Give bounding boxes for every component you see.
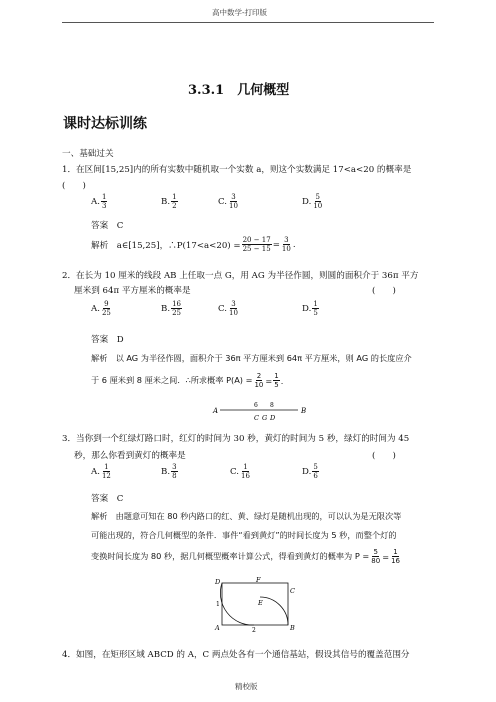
q2-answer: 答案 D <box>91 335 124 345</box>
header-title: 高中数学-打印版 <box>212 8 268 17</box>
q2-line2: 厘米到 64π 平方厘米的概率是 <box>74 286 191 296</box>
q1-option-d: D. $\frac{5}{10}$ <box>302 193 323 210</box>
rect-label-two: 2 <box>252 627 256 633</box>
q2-option-a: A. $\frac{9}{25}$ <box>91 300 111 317</box>
rect-label-d: D <box>215 578 221 586</box>
q3-analysis-line3: 变换时间长度为 80 秒，据几何概型概率计算公式，得看到黄灯的概率为 P = $\frac{5}{80}$ = $\frac{1}{16}$ <box>91 548 400 565</box>
rect-label-c: C <box>290 587 295 595</box>
q1-option-a: A. $\frac{1}{3}$ <box>91 193 107 210</box>
q3-line1: 3．当你到一个红绿灯路口时，红灯的时间为 30 秒，黄灯的时间为 5 秒，绿灯的时间为 45 <box>62 434 410 444</box>
q3-analysis-line1: 解析 由题意可知在 80 秒内路口的红、黄、绿灯是随机出现的，可以认为是无限次等 <box>91 511 402 521</box>
rect-label-b: B <box>290 624 295 632</box>
header-rule <box>62 22 434 23</box>
q3-option-d: D. $\frac{5}{6}$ <box>302 463 318 480</box>
rect-label-a: A <box>215 624 220 632</box>
q2-option-d: D. $\frac{1}{5}$ <box>302 300 318 317</box>
q3-option-c: C. $\frac{1}{16}$ <box>230 463 250 480</box>
q2-line1: 2．在长为 10 厘米的线段 AB 上任取一点 G，用 AG 为半径作圆，则圆的面积介于 36π 平方 <box>62 271 419 281</box>
q1-line1: 1．在区间[15,25]内的所有实数中随机取一个实数 a，则这个实数满足 17<a<20 的概率是 <box>62 165 412 175</box>
q4-line1: 4．如图，在矩形区域 ABCD 的 A，C 两点处各有一个通信基站，假设其信号的覆盖范围分 <box>62 650 410 660</box>
q2-label-d: D <box>270 414 276 422</box>
subtitle: 课时达标训练 <box>63 116 147 132</box>
q2-label-b: B <box>301 407 307 415</box>
q2-label-six: 6 <box>254 402 258 409</box>
q1-line2: ( ) <box>62 181 86 191</box>
q2-bracket: ( ) <box>372 286 396 296</box>
q2-analysis-line1: 解析 以 AG 为半径作圆，面积介于 36π 平方厘米到 64π 平方厘米，则 AG 的长度应介 <box>91 353 412 363</box>
q1-option-c: C. $\frac{3}{10}$ <box>218 193 238 210</box>
q2-label-a: A <box>213 407 219 415</box>
q2-label-g: G <box>262 414 268 422</box>
q3-answer: 答案 C <box>91 494 124 504</box>
q2-label-c: C <box>254 414 259 422</box>
rect-label-one: 1 <box>216 601 220 608</box>
q3-option-b: B. $\frac{3}{8}$ <box>161 463 177 480</box>
q1-answer: 答案 C <box>91 221 124 231</box>
q2-option-c: C. $\frac{3}{10}$ <box>218 300 238 317</box>
q2-label-eight: 8 <box>270 402 274 409</box>
q2-segment-diagram <box>212 398 312 424</box>
section-title: 3.3.1 几何概型 <box>188 83 290 98</box>
rect-label-f: F <box>256 576 261 584</box>
q3-option-a: A. $\frac{1}{12}$ <box>91 463 111 480</box>
rectangle-diagram <box>212 575 298 633</box>
q2-option-b: B. $\frac{16}{25}$ <box>161 300 181 317</box>
rect-label-e: E <box>258 599 263 607</box>
q1-option-b: B. $\frac{1}{2}$ <box>161 193 177 210</box>
q2-analysis-line2: 于 6 厘米到 8 厘米之间．∴所求概率 P(A) = $\frac{2}{10}$ = $\frac{1}{5}$ . <box>91 372 284 389</box>
q3-line2: 秒，那么你看到黄灯的概率是 <box>74 451 186 461</box>
part-label: 一、基础过关 <box>62 149 114 159</box>
footer-label: 精校版 <box>235 682 258 691</box>
q3-bracket: ( ) <box>372 451 396 461</box>
q1-analysis: 解析 a∈[15,25]，∴P(17<a<20) = $\frac{20 - 17}{25 - 15}$ = $\frac{3}{10}$ . <box>91 236 296 253</box>
q3-analysis-line2: 可能出现的，符合几何概型的条件．事件“看到黄灯”的时间长度为 5 秒，而整个灯的 <box>91 530 397 540</box>
